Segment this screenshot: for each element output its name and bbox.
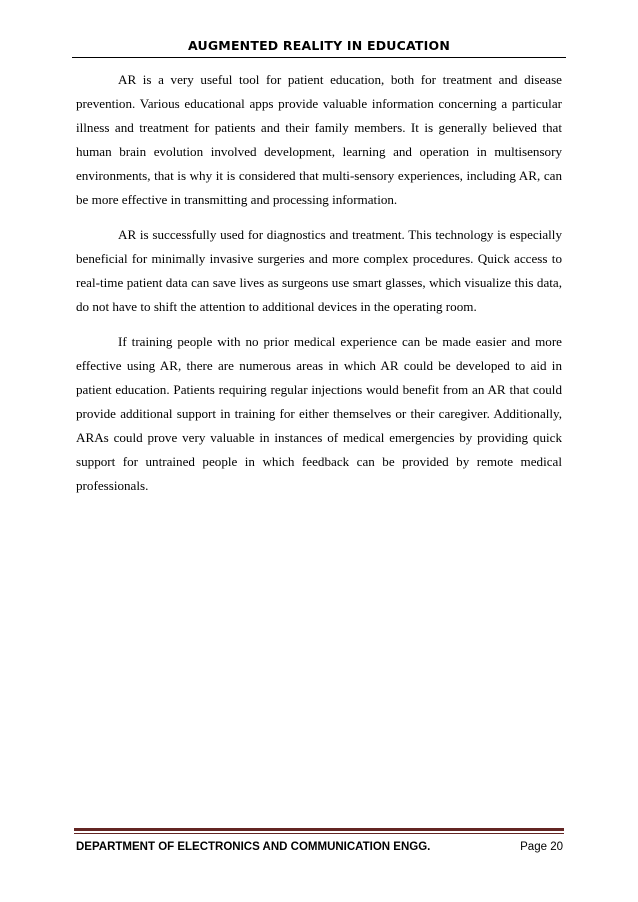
footer-department: DEPARTMENT OF ELECTRONICS AND COMMUNICATION ENGG. — [76, 841, 431, 853]
header-divider — [72, 57, 566, 58]
paragraph-3: If training people with no prior medical experience can be made easier and more effective using AR, there are numerous areas in which AR could be developed to aid in patient education. Patients requiring regular injections would benefit from an AR that could provide additional support in training for either themselves or their caregiver. Additionally, ARAs could prove very valuable in instances of medical emergencies by providing quick support for untrained people in which feedback can be provided by remote medical professionals. — [76, 334, 562, 493]
paragraph-2: AR is successfully used for diagnostics and treatment. This technology is especially beneficial for minimally invasive surgeries and more complex procedures. Quick access to real-time patient data can save lives as surgeons use smart glasses, which visualize this data, do not have to shift the attention to additional devices in the operating room. — [76, 227, 562, 314]
footer-divider-thin — [74, 833, 564, 834]
footer-divider-thick — [74, 828, 564, 831]
paragraph-1: AR is a very useful tool for patient education, both for treatment and disease prevention. Various educational apps provide valuable information concerning a particular illness and treatment for patients and their family members. It is generally believed that human brain evolution involved development, learning and operation in multisensory environments, that is why it is considered that multi-sensory experiences, including AR, can be more effective in transmitting and processing information. — [76, 72, 562, 207]
page-title: AUGMENTED REALITY IN EDUCATION — [188, 38, 450, 53]
footer-page-number: Page 20 — [520, 841, 563, 853]
document-body — [76, 68, 562, 509]
